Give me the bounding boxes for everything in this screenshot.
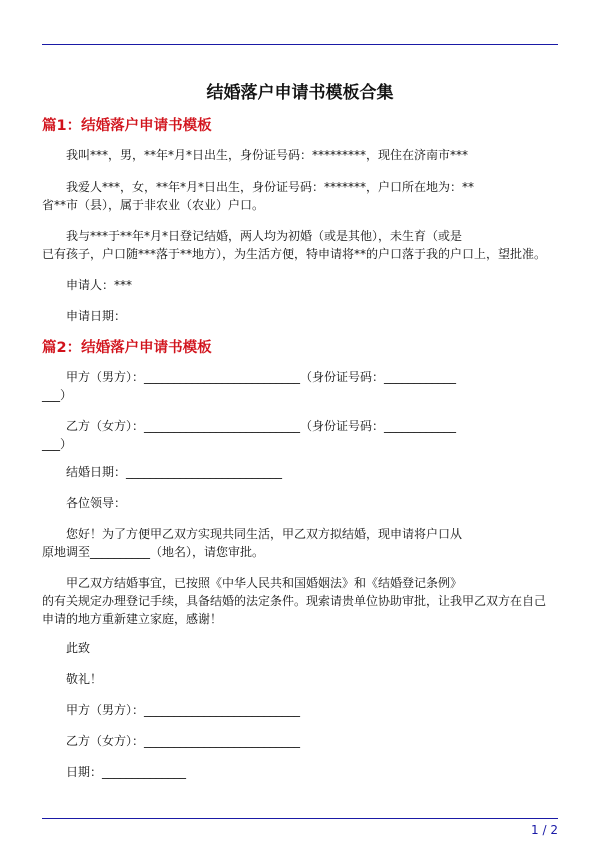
section2-heading: 篇2：结婚落户申请书模板	[42, 340, 212, 356]
section1-paragraph-3-line-2: 已有孩子，户口随***落于**地方），为生活方便，特申请将**的户口落于我的户口上，望批准。	[42, 247, 547, 261]
marriage-date-line: 结婚日期：__________________________	[66, 465, 283, 479]
section2-paragraph-2-line-1: 甲乙双方结婚事宜，已按照《中华人民共和国婚姻法》和《结婚登记条例》	[66, 576, 463, 590]
section2-paragraph-2-line-2: 的有关规定办理登记手续，具备结婚的法定条件。现索请贵单位协助审批，让我甲乙双方在自己	[42, 594, 547, 608]
signature-party-b: 乙方（女方）：__________________________	[66, 734, 301, 748]
closing-cizhi: 此致	[66, 641, 91, 655]
signature-date: 日期：______________	[66, 765, 187, 779]
application-date-line: 申请日期：	[66, 309, 127, 323]
footer-rule	[42, 818, 558, 819]
section1-heading: 篇1：结婚落户申请书模板	[42, 118, 212, 134]
party-b-line-1: 乙方（女方）：__________________________（身份证号码：____________	[66, 419, 457, 433]
party-b-line-2: ___）	[42, 437, 73, 451]
section2-paragraph-1-line-1: 您好！为了方便甲乙双方实现共同生活，甲乙双方拟结婚，现申请将户口从	[66, 527, 463, 541]
party-a-line-1: 甲方（男方）：__________________________（身份证号码：____________	[66, 370, 457, 384]
section1-paragraph-2-line-2: 省**市（县），属于非农业（农业）户口。	[42, 198, 265, 212]
header-rule	[42, 44, 558, 45]
applicant-line: 申请人：***	[66, 278, 133, 292]
section2-paragraph-2-line-3: 申请的地方重新建立家庭，感谢！	[42, 612, 223, 626]
section1-paragraph-1: 我叫***，男，**年*月*日出生，身份证号码：*********，现住在济南市***	[66, 148, 469, 162]
signature-party-a: 甲方（男方）：__________________________	[66, 703, 301, 717]
greeting: 各位领导：	[66, 496, 127, 510]
document-title: 结婚落户申请书模板合集	[206, 83, 394, 103]
section1-paragraph-2-line-1: 我爱人***，女，**年*月*日出生，身份证号码：*******，户口所在地为：**	[66, 180, 475, 194]
section1-paragraph-3-line-1: 我与***于**年*月*日登记结婚，两人均为初婚（或是其他），未生育（或是	[66, 229, 463, 243]
section2-paragraph-1-line-2: 原地调至__________（地名），请您审批。	[42, 545, 265, 559]
party-a-line-2: ___）	[42, 388, 73, 402]
closing-jingli: 敬礼！	[66, 672, 103, 686]
page-number: 1 / 2	[531, 823, 558, 837]
